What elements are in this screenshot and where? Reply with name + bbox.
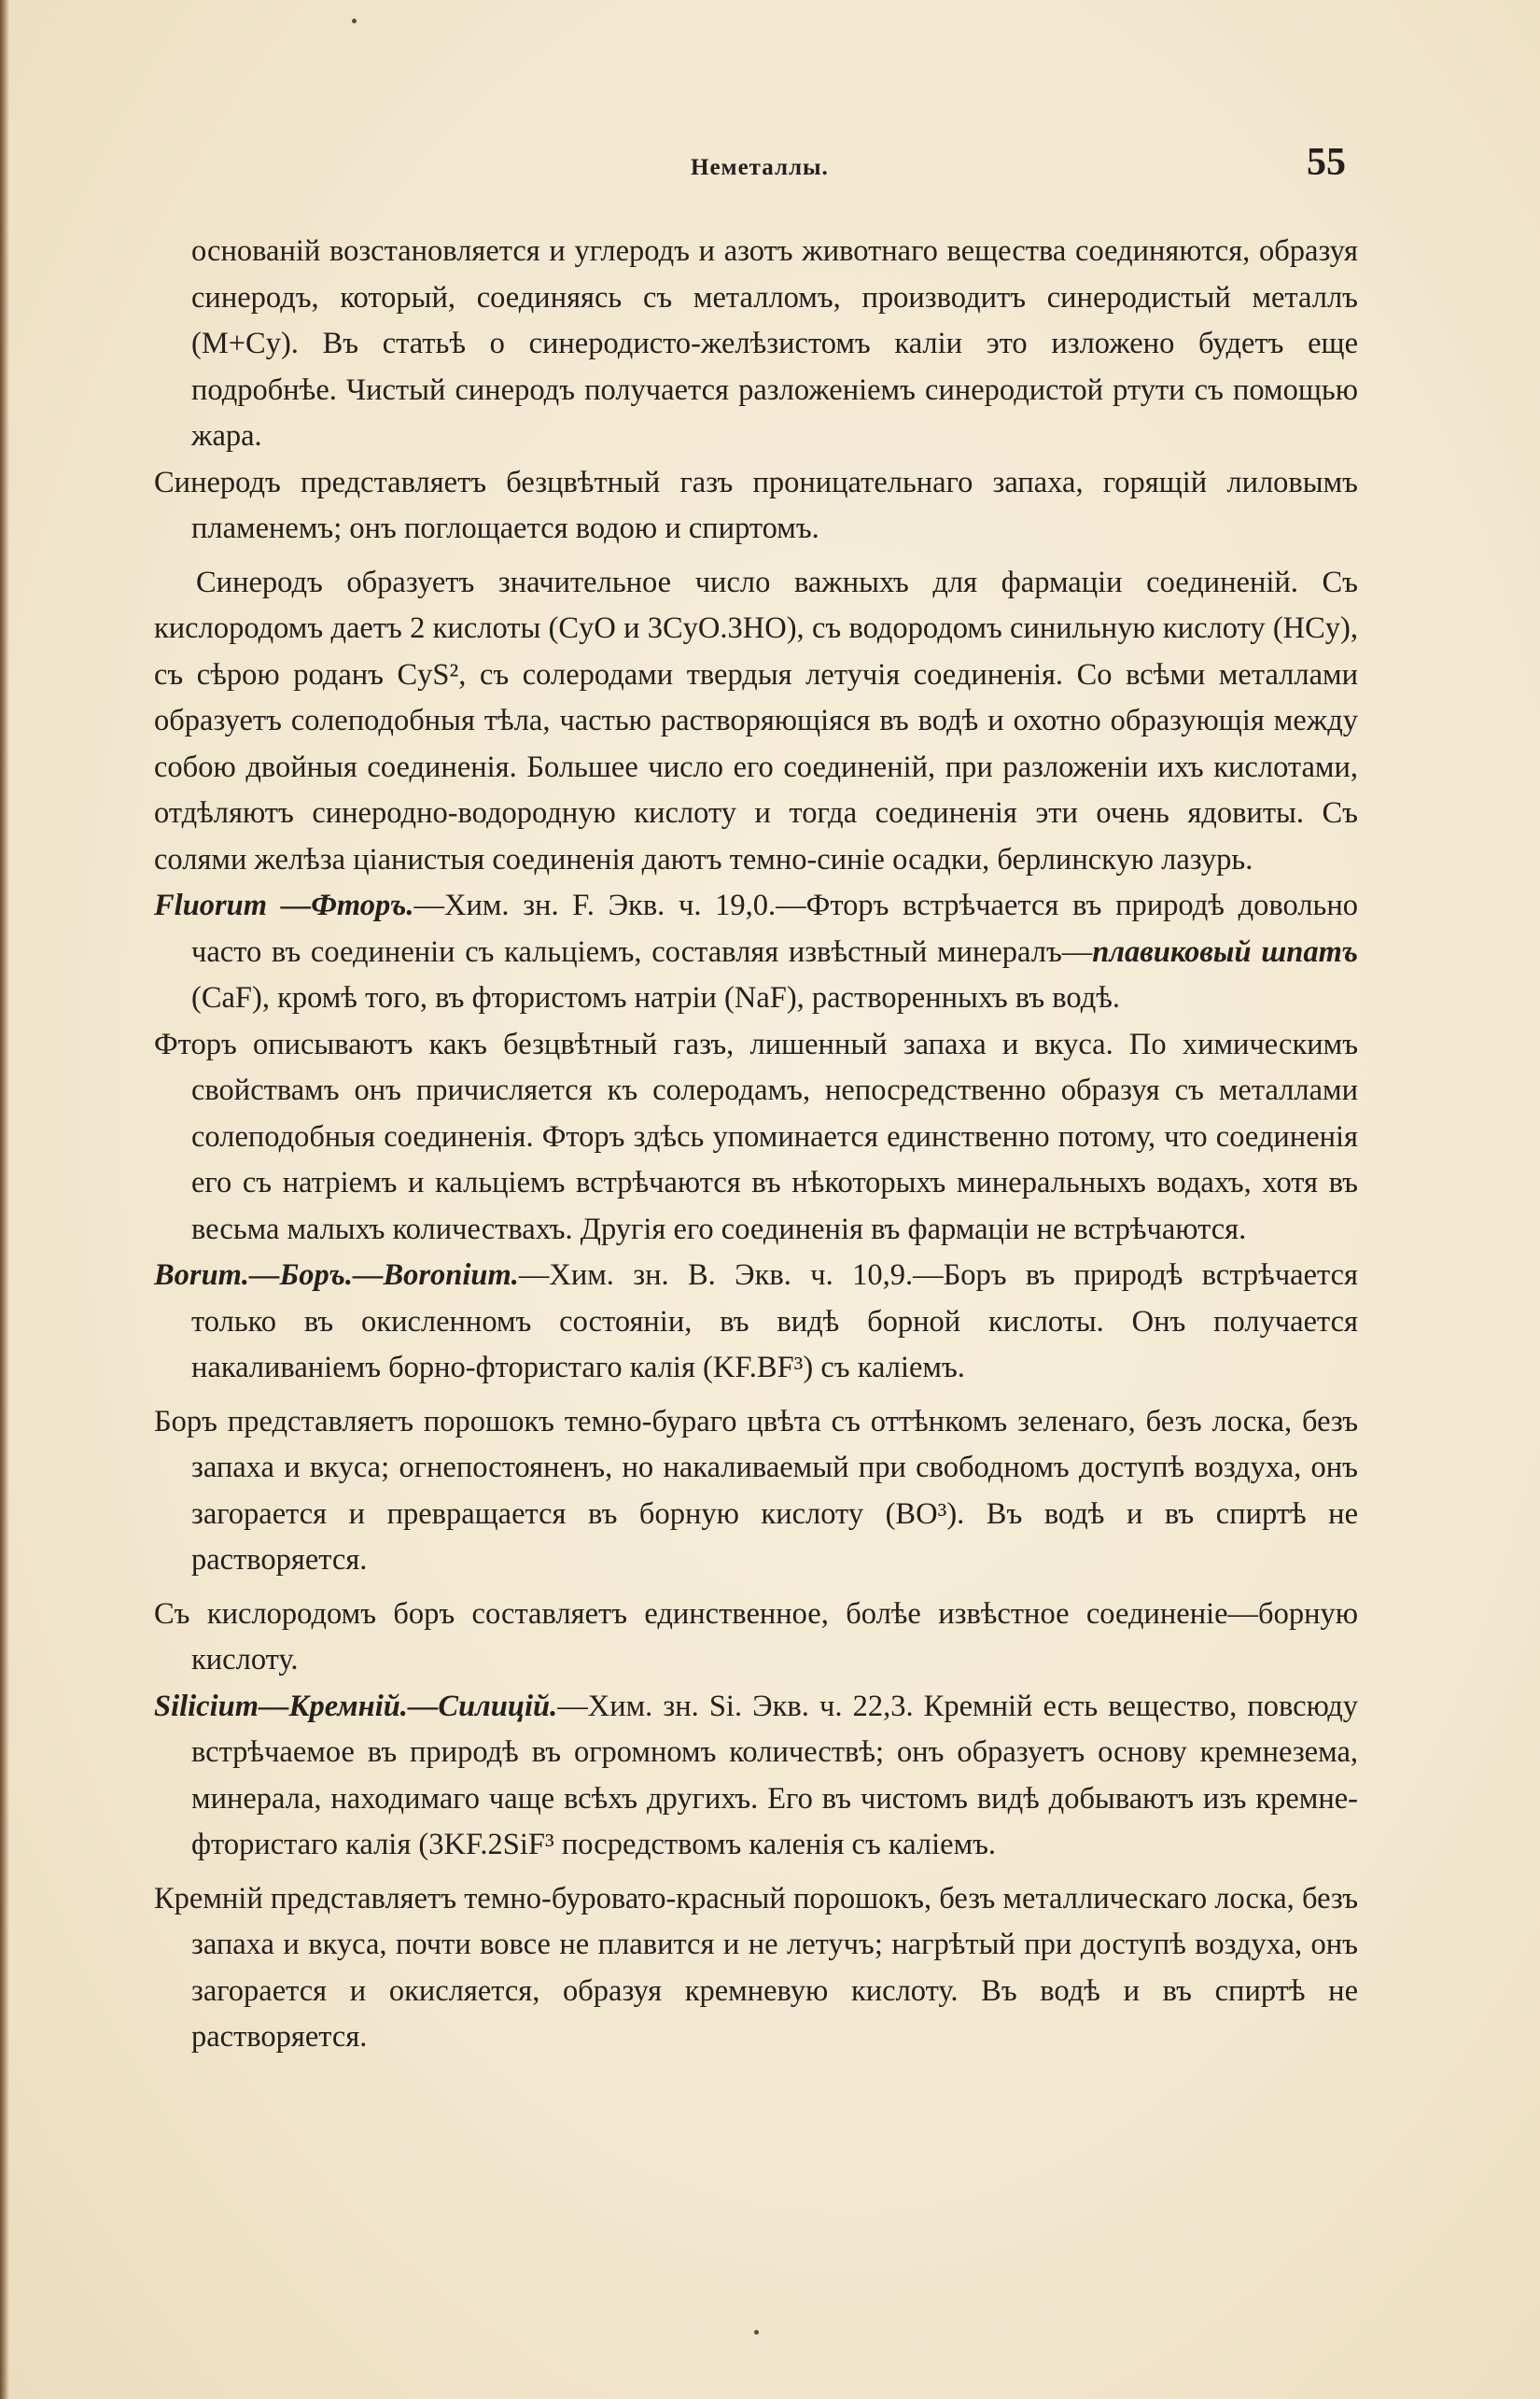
borum-text: —Хим. зн. B. Экв. ч. 10,9.—Боръ въ природѣ встрѣчается только въ окисленномъ состояніи, въ видѣ борной кислоты. Онъ получается накаливаніемъ борно-фтористаго калія (KF.BF³) съ каліемъ. [191,1258,1358,1384]
paragraph-fluorum-properties: Фторъ описываютъ какъ безцвѣтный газъ, лишенный запаха и вкуса. По химическимъ свойствамъ онъ причисляется къ солеродамъ, непосредственно образуя съ металлами солеподобныя соединенія. Фторъ здѣсь упоминается единственно потому, что соединенія его съ натріемъ и кальціемъ встрѣчаются въ нѣкоторыхъ минеральныхъ водахъ, хотя въ весьма малыхъ количествахъ. Другія его соединенія въ фармаціи не встрѣчаются. [154,1027,1358,1246]
term-silicium: Silicium—Кремній.—Силицій. [154,1689,558,1723]
paper-speck [352,19,357,23]
paragraph-borum-properties: Боръ представляетъ порошокъ темно-бураго цвѣта съ оттѣнкомъ зеленаго, безъ лоска, безъ запаха и вкуса; огнепостояненъ, но накаливаемый при свободномъ доступѣ воздуха, онъ загорается и превращается въ борную кислоту (BO³). Въ водѣ и въ спиртѣ не растворяется. [154,1404,1358,1577]
running-head: Неметаллы. [691,155,829,180]
fluorum-text: —Хим. зн. F. Экв. ч. 19,0.—Фторъ встрѣчается въ природѣ довольно часто въ соединеніи съ кальціемъ, составляя извѣстный минералъ— [191,889,1358,969]
paragraph-cyanogen-preparation: основаній возстановляется и углеродъ и азотъ животнаго вещества соединяются, образуя синеродъ, который, соединяясь съ металломъ, производитъ синеродистый металлъ (M+Cy). Въ статьѣ о синеродисто-желѣзистомъ каліи это изложено будетъ еще подробнѣе. Чистый синеродъ получается разложеніемъ синеродистой ртути съ помощью жара. [191,234,1358,453]
silicium-text: —Хим. зн. Si. Экв. ч. 22,3. Кремній есть вещество, повсюду встрѣчаемое въ природѣ въ огромномъ количествѣ; онъ образуетъ основу кремнезема, минерала, находимаго чаще всѣхъ другихъ. Его въ чистомъ видѣ добываютъ изъ кремне-фтористаго калія (3KF.2SiF³ посредствомъ каленія съ каліемъ. [191,1689,1358,1861]
page-number: 55 [1307,141,1346,184]
fluorum-text-continued: (CaF), кромѣ того, въ фтористомъ натріи (NaF), растворенныхъ въ водѣ. [191,981,1121,1015]
paragraph-silicium [154,1684,1358,1869]
term-fluorum: Fluorum —Фторъ. [154,889,414,922]
paragraph-borum-oxygen: Съ кислородомъ боръ составляетъ единственное, болѣе извѣстное соединеніе—борную кислоту. [154,1596,1358,1676]
term-borum: Borum.—Боръ.—Boronium. [154,1258,519,1292]
paragraph-cyanogen-compounds: Синеродъ образуетъ значительное число важныхъ для фармаціи соединеній. Съ кислородомъ даетъ 2 кислоты (CyO и 3CyO.3HO), съ водородомъ синильную кислоту (HCy), съ сѣрою роданъ CyS², съ солеродами твердыя летучія соединенія. Со всѣми металлами образуетъ солеподобныя тѣла, частью растворяющіяся въ водѣ и охотно образующія между собою двойныя соединенія. Большее число его соединеній, при разложеніи ихъ кислотами, отдѣляютъ синеродно-водородную кислоту и тогда соединенія эти очень ядовиты. Съ солями желѣза ціанистыя соединенія даютъ темно-синіе осадки, берлинскую лазурь. [154,565,1358,877]
page-spine-edge [0,0,9,2399]
page-body [154,229,1358,2061]
paragraph-cyanogen-properties: Синеродъ представляетъ безцвѣтный газъ проницательнаго запаха, горящій лиловымъ пламенемъ; онъ поглощается водою и спиртомъ. [154,465,1358,545]
paragraph-fluorum [154,883,1358,1022]
paper-speck [754,2330,759,2335]
term-fluorspar: плавиковый шпатъ [1092,934,1359,969]
paragraph-silicium-properties: Кремній представляетъ темно-буровато-красный порошокъ, безъ металлическаго лоска, безъ запаха и вкуса, почти вовсе не плавится и не летучъ; нагрѣтый при доступѣ воздуха, онъ загорается и окисляется, образуя кремневую кислоту. Въ водѣ и въ спиртѣ не растворяется. [154,1881,1358,2054]
paragraph-borum [154,1253,1358,1392]
